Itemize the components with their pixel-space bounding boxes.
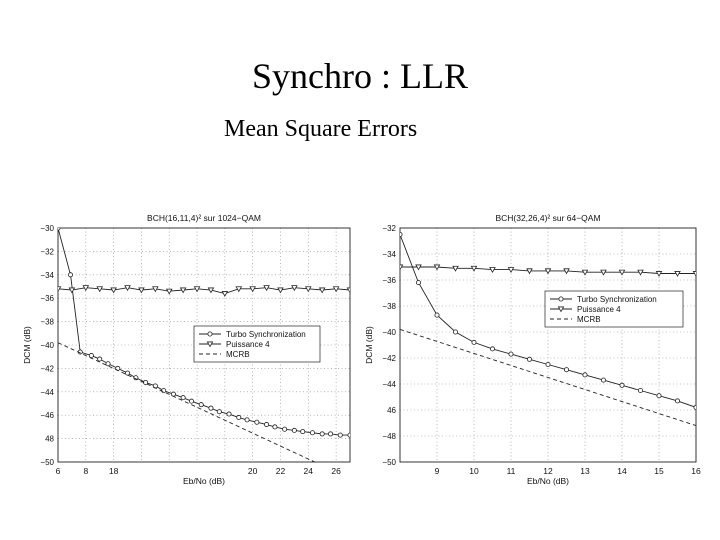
y-tick-label: −40 (382, 328, 396, 337)
x-axis-label: Eb/No (dB) (526, 476, 570, 486)
y-tick-label: −30 (40, 224, 54, 233)
x-tick-label: 18 (108, 466, 119, 476)
data-point (255, 420, 259, 424)
data-point (435, 313, 439, 317)
x-tick-label: 15 (654, 466, 664, 476)
data-point (601, 378, 605, 382)
slide-title: Synchro : LLR (252, 56, 468, 96)
y-tick-label: −34 (40, 270, 54, 280)
x-tick-label: 10 (469, 466, 479, 476)
data-point (694, 405, 698, 409)
data-point (273, 425, 277, 429)
legend-label: Puissance 4 (577, 305, 621, 314)
data-point (171, 392, 175, 396)
y-tick-label: −34 (382, 250, 396, 259)
y-tick-label: −44 (382, 380, 396, 389)
data-point (472, 340, 476, 344)
data-point (209, 406, 213, 410)
data-point (675, 399, 679, 403)
series-line (58, 288, 350, 294)
legend-label: Puissance 4 (226, 340, 270, 349)
chart-title: BCH(16,11,4)² sur 1024−QAM (147, 213, 261, 223)
x-tick-label: 12 (543, 466, 553, 476)
data-point (237, 415, 241, 419)
legend-marker (208, 332, 212, 336)
x-tick-label: 13 (580, 466, 590, 476)
y-tick-label: −40 (40, 341, 54, 350)
y-tick-label: 48 (45, 434, 54, 444)
x-tick-label: 20 (247, 466, 258, 476)
y-tick-label: −32 (40, 247, 54, 257)
data-point (292, 428, 296, 432)
data-point (222, 291, 227, 296)
data-point (657, 394, 661, 398)
data-point (320, 432, 324, 436)
data-point (283, 427, 287, 431)
data-point (227, 412, 231, 416)
data-point (189, 399, 193, 403)
legend-marker (559, 297, 563, 301)
series-line (55, 343, 350, 479)
y-tick-label: −38 (40, 317, 54, 327)
data-point (527, 357, 531, 361)
data-point (546, 362, 550, 366)
y-tick-label: 46 (387, 406, 396, 415)
data-point (301, 429, 305, 433)
data-point (245, 418, 249, 422)
y-tick-label: −36 (40, 294, 54, 304)
y-tick-label: −36 (382, 276, 396, 285)
chart-right (364, 206, 704, 484)
y-tick-label: −42 (40, 364, 54, 374)
data-point (310, 431, 314, 435)
data-point (278, 288, 283, 293)
y-tick-label: −32 (382, 224, 396, 233)
y-axis-label: DCM (dB) (22, 326, 32, 364)
x-axis-label: Eb/No (dB) (182, 476, 226, 486)
legend-label: Turbo Synchronization (226, 330, 306, 339)
x-tick-label: 22 (275, 466, 286, 476)
data-point (56, 226, 60, 230)
data-point (217, 410, 221, 414)
data-point (199, 403, 203, 407)
data-point (98, 357, 102, 361)
x-tick-label: 8 (83, 466, 89, 476)
y-tick-label: −38 (382, 302, 396, 311)
data-point (620, 383, 624, 387)
x-tick-label: 16 (691, 466, 701, 476)
data-point (638, 388, 642, 392)
chart-title: BCH(32,26,4)² sur 64−QAM (495, 213, 601, 223)
data-point (264, 422, 268, 426)
x-tick-label: 14 (617, 466, 627, 476)
data-point (583, 373, 587, 377)
data-point (453, 330, 457, 334)
x-tick-label: 11 (506, 466, 516, 476)
slide-subtitle: Mean Square Errors (224, 116, 418, 142)
y-tick-label: −48 (382, 432, 396, 441)
legend-label: MCRB (226, 350, 250, 359)
x-tick-label: 9 (434, 466, 440, 476)
y-axis-label: DCM (dB) (364, 326, 374, 364)
x-tick-label: 26 (331, 466, 341, 476)
data-point (89, 353, 93, 357)
data-point (338, 433, 342, 437)
chart-left (22, 206, 352, 484)
data-point (348, 433, 352, 437)
data-point (490, 347, 494, 351)
data-point (181, 396, 185, 400)
data-point (68, 273, 72, 277)
data-point (416, 281, 420, 285)
y-tick-label: −50 (382, 458, 396, 467)
legend-label: Turbo Synchronization (577, 295, 657, 304)
x-tick-label: 24 (303, 466, 314, 476)
data-point (328, 432, 332, 436)
y-tick-label: −42 (382, 354, 396, 363)
data-point (106, 362, 110, 366)
data-point (125, 371, 129, 375)
data-point (398, 232, 402, 236)
y-tick-label: −46 (40, 411, 54, 421)
data-point (509, 352, 513, 356)
y-tick-label: −44 (40, 387, 54, 397)
y-tick-label: −50 (40, 458, 54, 467)
x-tick-label: 6 (55, 466, 61, 476)
data-point (564, 368, 568, 372)
legend-label: MCRB (577, 315, 601, 324)
